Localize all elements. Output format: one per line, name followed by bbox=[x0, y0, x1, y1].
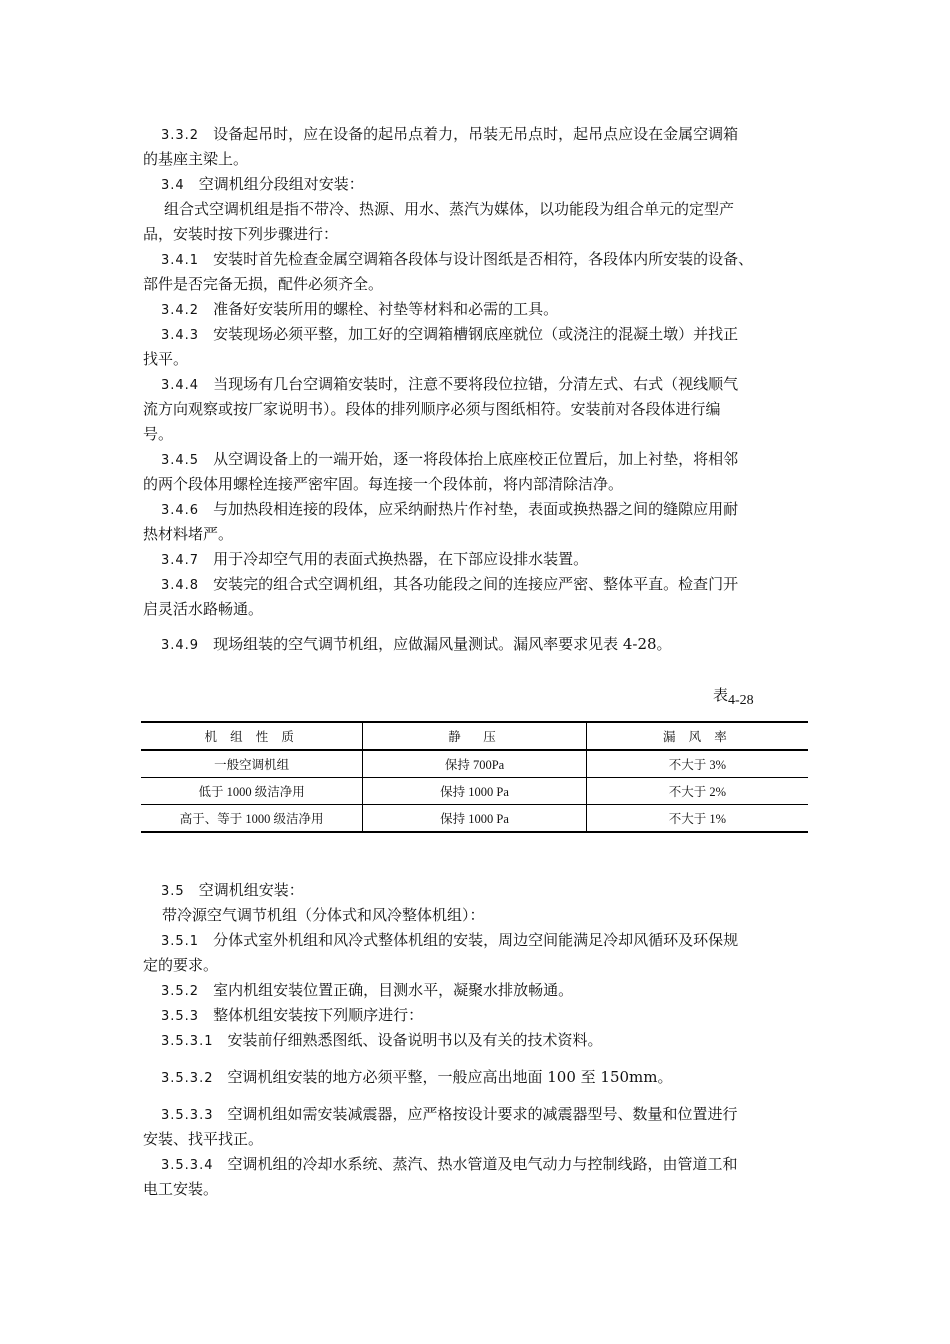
table-cell: 高于、等于 1000 级洁净用 bbox=[141, 805, 363, 833]
table-header-cell: 机 组 性 质 bbox=[141, 722, 363, 750]
para-3-5-3-3-line-2: 安装、找平找正。 bbox=[143, 1130, 264, 1148]
para-3-4-4-line-1: 3.4.4 当现场有几台空调箱安装时，注意不要将段位拉错，分清左式、右式（视线顺气 bbox=[161, 375, 739, 393]
table-caption-prefix: 表 bbox=[713, 686, 729, 704]
table-cell: 不大于 2% bbox=[586, 778, 808, 805]
section-3-5-heading: 3.5 空调机组安装： bbox=[161, 881, 304, 899]
para-3-4-9: 3.4.9 现场组装的空气调节机组，应做漏风量测试。漏风率要求见表 4-28。 bbox=[161, 635, 672, 653]
table-cell: 不大于 1% bbox=[586, 805, 808, 833]
table-cell: 保持 1000 Pa bbox=[363, 805, 586, 833]
para-3-5-1-line-1: 3.5.1 分体式室外机组和风冷式整体机组的安装，周边空间能满足冷却风循环及环保规 bbox=[161, 931, 739, 949]
para-3-4-8-line-2: 启灵活水路畅通。 bbox=[143, 600, 264, 618]
table-caption-number: 4-28 bbox=[728, 693, 754, 708]
para-3-5-3-4-line-1: 3.5.3.4 空调机组的冷却水系统、蒸汽、热水管道及电气动力与控制线路，由管道工和 bbox=[161, 1155, 738, 1173]
para-3-3-2-line-2: 的基座主梁上。 bbox=[143, 150, 249, 168]
table-row bbox=[141, 778, 808, 805]
section-3-5-intro: 带冷源空气调节机组（分体式和风冷整体机组）： bbox=[162, 906, 485, 924]
leakage-table bbox=[141, 721, 808, 833]
table-row bbox=[141, 805, 808, 833]
para-3-5-3-4-line-2: 电工安装。 bbox=[143, 1180, 219, 1198]
para-3-5-3-2: 3.5.3.2 空调机组安装的地方必须平整，一般应高出地面 100 至 150mm。 bbox=[161, 1068, 673, 1086]
intro-line-2: 品，安装时按下列步骤进行： bbox=[143, 225, 339, 243]
para-3-4-3-line-2: 找平。 bbox=[143, 350, 189, 368]
para-3-4-4-line-3: 号。 bbox=[143, 425, 174, 443]
para-3-4-5-line-2: 的两个段体用螺栓连接严密牢固。每连接一个段体前，将内部清除洁净。 bbox=[143, 475, 624, 493]
table-header-cell: 漏 风 率 bbox=[586, 722, 808, 750]
section-3-4-heading: 3.4 空调机组分段组对安装： bbox=[161, 175, 364, 193]
table-cell: 低于 1000 级洁净用 bbox=[141, 778, 363, 805]
table-cell: 保持 1000 Pa bbox=[363, 778, 586, 805]
para-3-4-7: 3.4.7 用于冷却空气用的表面式换热器，在下部应设排水装置。 bbox=[161, 550, 589, 568]
para-3-4-2: 3.4.2 准备好安装所用的螺栓、衬垫等材料和必需的工具。 bbox=[161, 300, 559, 318]
para-3-3-2-line-1: 3.3.2 设备起吊时，应在设备的起吊点着力，吊装无吊点时，起吊点应设在金属空调箱 bbox=[161, 125, 739, 143]
table-cell: 保持 700Pa bbox=[363, 750, 586, 778]
para-3-5-3: 3.5.3 整体机组安装按下列顺序进行： bbox=[161, 1006, 424, 1024]
table-header-row bbox=[141, 722, 808, 750]
para-3-4-6-line-1: 3.4.6 与加热段相连接的段体，应采纳耐热片作衬垫，表面或换热器之间的缝隙应用耐 bbox=[161, 500, 739, 518]
table-cell: 不大于 3% bbox=[586, 750, 808, 778]
para-3-4-5-line-1: 3.4.5 从空调设备上的一端开始，逐一将段体抬上底座校正位置后，加上衬垫，将相邻 bbox=[161, 450, 739, 468]
para-3-4-3-line-1: 3.4.3 安装现场必须平整，加工好的空调箱槽钢底座就位（或浇注的混凝土墩）并找正 bbox=[161, 325, 739, 343]
para-3-4-4-line-2: 流方向观察或按厂家说明书）。段体的排列顺序必须与图纸相符。安装前对各段体进行编 bbox=[143, 400, 721, 418]
table-row bbox=[141, 750, 808, 778]
para-3-4-6-line-2: 热材料堵严。 bbox=[143, 525, 234, 543]
para-3-4-8-line-1: 3.4.8 安装完的组合式空调机组，其各功能段之间的连接应严密、整体平直。检查门开 bbox=[161, 575, 739, 593]
para-3-5-3-3-line-1: 3.5.3.3 空调机组如需安装减震器，应严格按设计要求的减震器型号、数量和位置进行 bbox=[161, 1105, 738, 1123]
intro-line-1: 组合式空调机组是指不带冷、热源、用水、蒸汽为媒体，以功能段为组合单元的定型产 bbox=[164, 200, 735, 218]
table-header-cell: 静 压 bbox=[363, 722, 586, 750]
para-3-5-2: 3.5.2 室内机组安装位置正确，目测水平，凝聚水排放畅通。 bbox=[161, 981, 574, 999]
table-caption bbox=[713, 684, 754, 708]
para-3-5-3-1: 3.5.3.1 安装前仔细熟悉图纸、设备说明书以及有关的技术资料。 bbox=[161, 1031, 603, 1049]
para-3-4-1-line-2: 部件是否完备无损，配件必须齐全。 bbox=[143, 275, 384, 293]
table-cell: 一般空调机组 bbox=[141, 750, 363, 778]
para-3-5-1-line-2: 定的要求。 bbox=[143, 956, 219, 974]
para-3-4-1-line-1: 3.4.1 安装时首先检查金属空调箱各段体与设计图纸是否相符，各段体内所安装的设备、 bbox=[161, 250, 754, 268]
